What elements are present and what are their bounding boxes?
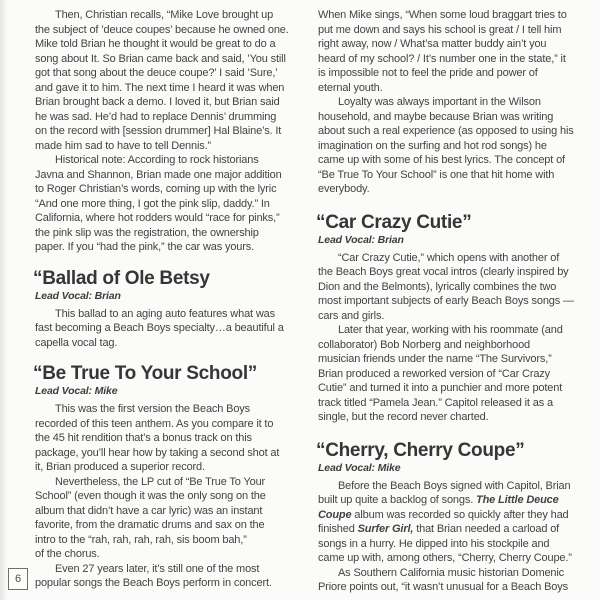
emphasized-title: Surfer Girl, (357, 523, 414, 535)
paragraph: Even 27 years later, it’s still one of the most popular songs the Beach Boys perform in concert. (35, 562, 272, 589)
paragraph: “Car Crazy Cutie,” which opens with another of the Beach Boys great vocal intros (clearly inspired by Dion and the Belmonts), lyrically combines the two most important subjects of early Beach Boys songs — cars and girls. (318, 251, 574, 322)
song-title-heading: “Cherry, Cherry Coupe” (316, 439, 525, 461)
left-column (35, 8, 313, 591)
paragraph: Then, Christian recalls, “Mike Love brought up the subject of ’deuce coupes’ because he owned one. Mike told Brian he thought it would be great to do a song about It. So Brian came back and said, ’You still got that song about the deuce coupe?’ I said ’Sure,’ and gave it to him. The next time I heard it was when Brian brought back a demo. I loved it, but Brian said he was sad. He’d had to replace Dennis’ drumming on the record with [session drummer] Hal Blaine’s. It made him sad to have to tell Dennis.” (35, 9, 289, 152)
paragraph: This ballad to an aging auto features what was fast becoming a Beach Boys specialty…a beautiful a capella vocal tag. (35, 307, 284, 349)
paragraph: Later that year, working with his roommate (and collaborator) Bob Norberg and neighborhood musician friends under the name “The Survivors,” Brian produced a reworked version of “Car Crazy Cutie” and turned it into a punchier and more potent track titled “Pamela Jean.” Capitol released it as a single, but the record never charted. (318, 324, 563, 423)
emphasized-title: The Little Deuce (476, 494, 559, 506)
song-title-heading: “Be True To Your School” (33, 363, 257, 384)
paragraph: Before the Beach Boys signed with Capitol, Brian built up quite a backlog of songs. The Little Deuce Coupe album was recorded so quickly after they had finished Surfer Girl, that Brian needed a carload of songs in a hurry. He dipped into his stockpile and came up with, among others, “Cherry, Cherry Coupe.” (318, 479, 572, 564)
lead-vocal-credit: Lead Vocal: Brian (35, 289, 121, 302)
paragraph: As Southern California music historian Domenic Priore points out, “it wasn’t unusual for a Beach Boys (318, 566, 568, 593)
emphasized-title: Coupe (318, 508, 352, 521)
paragraph: This was the first version the Beach Boys recorded of this teen anthem. As you compare it to the 45 hit rendition that’s a bonus track on this package, you’ll hear how by taking a second shot at it, Brian produced a superior record. (35, 403, 280, 473)
paragraph: Nevertheless, the LP cut of “Be True To Your School” (even though it was the only song on the album that didn’t have a car lyric) was an instant favorite, from the dramatic drums and sax on the intro to the “rah, rah, rah, rah, sis boom bah,” of the chorus. (35, 475, 266, 560)
paragraph: Loyalty was always important in the Wilson household, and maybe because Brian was writing about such a real experience (as opposed to using his imagination on the surfing and hot rod songs) he came up with some of his best lyrics. The concept of “Be True To Your School” is one that hit home with everybody. (318, 96, 574, 195)
song-title-heading: “Car Crazy Cutie” (316, 211, 472, 233)
lead-vocal-credit: Lead Vocal: Mike (35, 385, 118, 397)
right-column (318, 8, 596, 595)
lead-vocal-credit: Lead Vocal: Mike (318, 461, 401, 474)
lead-vocal-credit: Lead Vocal: Brian (318, 233, 404, 246)
page-number-label: 6 (14, 573, 22, 585)
paragraph: When Mike sings, “When some loud braggart tries to put me down and says his school is great / I tell him right away, now / What’sa matter buddy ain’t you heard of my school? / It’s number one in the state,” it is impossible not to feel the pride and power of eternal youth. (318, 9, 567, 94)
song-title-heading: “Ballad of Ole Betsy (33, 267, 210, 289)
paragraph: Historical note: According to rock historians Javna and Shannon, Brian made one major addition to Roger Christian’s words, coming up with the lyric “And one more thing, I got the pink slip, daddy.” In California, where hot rodders would “race for pinks,” the pink slip was the registration, the ownership paper. If you “had the pink,” the car was yours. (35, 154, 282, 253)
page-number (8, 568, 28, 590)
